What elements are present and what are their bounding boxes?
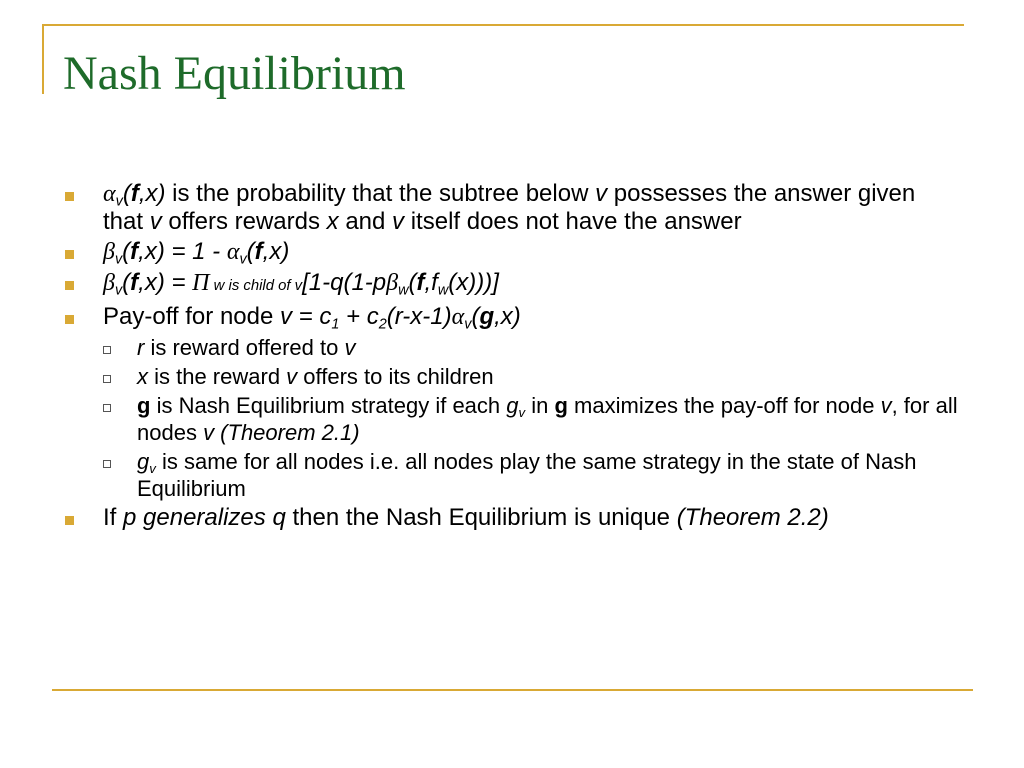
square-bullet-icon xyxy=(65,315,74,324)
left-rule xyxy=(42,24,44,94)
sub-bullet-x: x is the reward v offers to its children xyxy=(60,363,960,390)
bottom-rule xyxy=(52,689,973,691)
bullet-list xyxy=(60,180,960,534)
hollow-square-bullet-icon xyxy=(103,404,111,412)
slide-title: Nash Equilibrium xyxy=(63,47,406,100)
square-bullet-icon xyxy=(65,516,74,525)
hollow-square-bullet-icon xyxy=(103,346,111,354)
sub-bullet-g-strategy: g is Nash Equilibrium strategy if each $g_v$ in g maximizes the pay-off for node v, for all nodes v (Theorem 2.1) xyxy=(60,392,960,446)
hollow-square-bullet-icon xyxy=(103,460,111,468)
bullet-alpha-definition: $\alpha_v(f,x)$ is the probability that the subtree below v possesses the answer given that v offers rewards x and v itself does not have the answer xyxy=(60,180,960,235)
sub-bullet-r: r is reward offered to v xyxy=(60,334,960,361)
bullet-uniqueness: If p generalizes q then the Nash Equilibrium is unique (Theorem 2.2) xyxy=(60,504,960,531)
bullet-payoff: Pay-off for node $v = c_1 + c_2(r-x-1)\alpha_v(g,x)$ xyxy=(60,303,960,331)
top-rule xyxy=(42,24,964,26)
sub-bullet-gv-same: $g_v$ is same for all nodes i.e. all nodes play the same strategy in the state of Nash Equilibrium xyxy=(60,448,960,502)
bullet-beta-complement: $\beta_v(f,x) = 1 - \alpha_v(f,x)$ xyxy=(60,238,960,266)
bullet-beta-product: $\beta_v(f,x) = \Pi$ w is child of $v[1-q(1-p\beta_w(f,f_w(x)))]$ xyxy=(60,269,960,300)
square-bullet-icon xyxy=(65,192,74,201)
hollow-square-bullet-icon xyxy=(103,375,111,383)
square-bullet-icon xyxy=(65,250,74,259)
square-bullet-icon xyxy=(65,281,74,290)
